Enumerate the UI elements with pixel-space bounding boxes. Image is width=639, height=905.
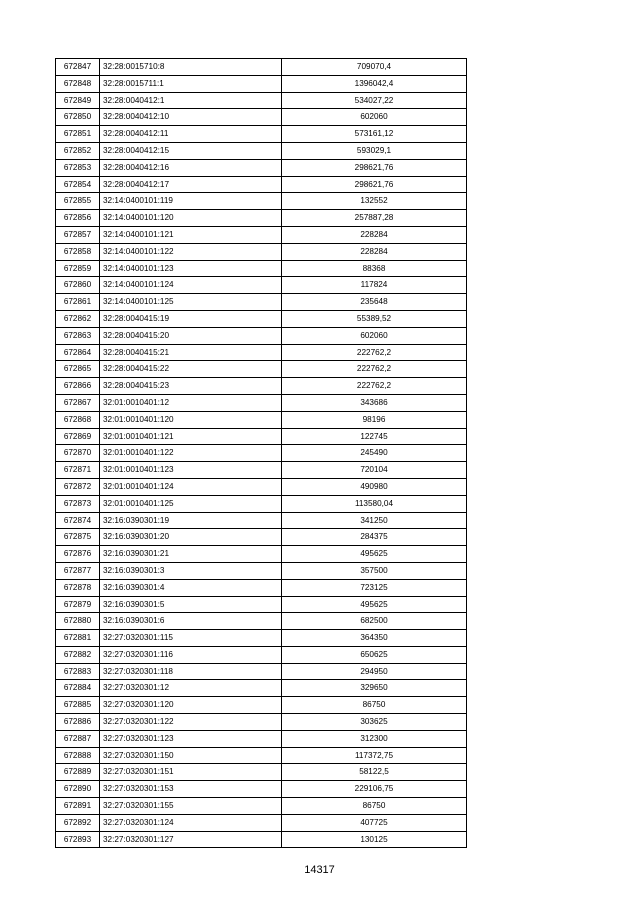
cadastral-number-cell: 32:27:0320301:150 <box>100 747 282 764</box>
value-cell: 490980 <box>282 478 467 495</box>
cadastral-number-cell: 32:01:0010401:121 <box>100 428 282 445</box>
table-row <box>56 646 467 663</box>
value-cell: 284375 <box>282 529 467 546</box>
table-row <box>56 445 467 462</box>
table-row <box>56 714 467 731</box>
cadastral-number-cell: 32:27:0320301:155 <box>100 798 282 815</box>
cadastral-number-cell: 32:01:0010401:12 <box>100 394 282 411</box>
value-cell: 495625 <box>282 596 467 613</box>
value-cell: 534027,22 <box>282 92 467 109</box>
cadastral-number-cell: 32:28:0040412:16 <box>100 159 282 176</box>
value-cell: 329650 <box>282 680 467 697</box>
table-row <box>56 747 467 764</box>
row-id-cell: 672856 <box>56 210 100 227</box>
row-id-cell: 672875 <box>56 529 100 546</box>
table-row <box>56 630 467 647</box>
row-id-cell: 672867 <box>56 394 100 411</box>
value-cell: 343686 <box>282 394 467 411</box>
table-row <box>56 579 467 596</box>
cadastral-number-cell: 32:14:0400101:121 <box>100 226 282 243</box>
value-cell: 132552 <box>282 193 467 210</box>
page-number: 14317 <box>304 864 335 876</box>
value-cell: 1396042,4 <box>282 75 467 92</box>
row-id-cell: 672888 <box>56 747 100 764</box>
cadastral-number-cell: 32:14:0400101:124 <box>100 277 282 294</box>
row-id-cell: 672889 <box>56 764 100 781</box>
row-id-cell: 672860 <box>56 277 100 294</box>
cadastral-number-cell: 32:01:0010401:125 <box>100 495 282 512</box>
cadastral-number-cell: 32:28:0040412:10 <box>100 109 282 126</box>
value-cell: 122745 <box>282 428 467 445</box>
value-cell: 245490 <box>282 445 467 462</box>
row-id-cell: 672881 <box>56 630 100 647</box>
row-id-cell: 672852 <box>56 142 100 159</box>
table-row <box>56 59 467 76</box>
cadastral-number-cell: 32:16:0390301:5 <box>100 596 282 613</box>
row-id-cell: 672865 <box>56 361 100 378</box>
value-cell: 88368 <box>282 260 467 277</box>
value-cell: 117372,75 <box>282 747 467 764</box>
table-row <box>56 327 467 344</box>
row-id-cell: 672850 <box>56 109 100 126</box>
cadastral-number-cell: 32:28:0015711:1 <box>100 75 282 92</box>
row-id-cell: 672855 <box>56 193 100 210</box>
table-row <box>56 260 467 277</box>
cadastral-number-cell: 32:28:0040412:1 <box>100 92 282 109</box>
cadastral-number-cell: 32:16:0390301:3 <box>100 562 282 579</box>
value-cell: 229106,75 <box>282 781 467 798</box>
row-id-cell: 672878 <box>56 579 100 596</box>
cadastral-number-cell: 32:27:0320301:116 <box>100 646 282 663</box>
value-cell: 650625 <box>282 646 467 663</box>
table-row <box>56 462 467 479</box>
row-id-cell: 672870 <box>56 445 100 462</box>
value-cell: 407725 <box>282 814 467 831</box>
row-id-cell: 672873 <box>56 495 100 512</box>
cadastral-number-cell: 32:28:0040415:21 <box>100 344 282 361</box>
cadastral-number-cell: 32:28:0015710:8 <box>100 59 282 76</box>
value-cell: 495625 <box>282 546 467 563</box>
value-cell: 593029,1 <box>282 142 467 159</box>
table-row <box>56 411 467 428</box>
row-id-cell: 672858 <box>56 243 100 260</box>
row-id-cell: 672890 <box>56 781 100 798</box>
table-row <box>56 562 467 579</box>
table-row <box>56 697 467 714</box>
row-id-cell: 672864 <box>56 344 100 361</box>
table-row <box>56 243 467 260</box>
row-id-cell: 672883 <box>56 663 100 680</box>
value-cell: 573161,12 <box>282 126 467 143</box>
cadastral-number-cell: 32:14:0400101:123 <box>100 260 282 277</box>
value-cell: 113580,04 <box>282 495 467 512</box>
cadastral-number-cell: 32:28:0040412:11 <box>100 126 282 143</box>
table-row <box>56 277 467 294</box>
cadastral-number-cell: 32:28:0040415:23 <box>100 378 282 395</box>
table-row <box>56 613 467 630</box>
cadastral-number-cell: 32:27:0320301:12 <box>100 680 282 697</box>
value-cell: 357500 <box>282 562 467 579</box>
row-id-cell: 672848 <box>56 75 100 92</box>
table-row <box>56 764 467 781</box>
cadastral-number-cell: 32:14:0400101:119 <box>100 193 282 210</box>
cadastral-number-cell: 32:16:0390301:20 <box>100 529 282 546</box>
value-cell: 312300 <box>282 730 467 747</box>
value-cell: 298621,76 <box>282 159 467 176</box>
table-row <box>56 92 467 109</box>
cadastral-number-cell: 32:27:0320301:122 <box>100 714 282 731</box>
row-id-cell: 672877 <box>56 562 100 579</box>
row-id-cell: 672862 <box>56 310 100 327</box>
row-id-cell: 672884 <box>56 680 100 697</box>
cadastral-number-cell: 32:28:0040415:19 <box>100 310 282 327</box>
cadastral-number-cell: 32:28:0040415:22 <box>100 361 282 378</box>
table-row <box>56 596 467 613</box>
cadastral-number-cell: 32:27:0320301:118 <box>100 663 282 680</box>
row-id-cell: 672893 <box>56 831 100 848</box>
row-id-cell: 672872 <box>56 478 100 495</box>
value-cell: 682500 <box>282 613 467 630</box>
value-cell: 298621,76 <box>282 176 467 193</box>
row-id-cell: 672886 <box>56 714 100 731</box>
value-cell: 55389,52 <box>282 310 467 327</box>
table-row <box>56 529 467 546</box>
row-id-cell: 672871 <box>56 462 100 479</box>
row-id-cell: 672861 <box>56 294 100 311</box>
row-id-cell: 672849 <box>56 92 100 109</box>
row-id-cell: 672874 <box>56 512 100 529</box>
value-cell: 709070,4 <box>282 59 467 76</box>
value-cell: 228284 <box>282 243 467 260</box>
row-id-cell: 672868 <box>56 411 100 428</box>
value-cell: 98196 <box>282 411 467 428</box>
table-row <box>56 210 467 227</box>
table-row <box>56 730 467 747</box>
value-cell: 130125 <box>282 831 467 848</box>
table-row <box>56 546 467 563</box>
table-row <box>56 310 467 327</box>
cadastral-number-cell: 32:01:0010401:122 <box>100 445 282 462</box>
table-row <box>56 294 467 311</box>
table-row <box>56 781 467 798</box>
table-row <box>56 798 467 815</box>
cadastral-number-cell: 32:01:0010401:120 <box>100 411 282 428</box>
row-id-cell: 672863 <box>56 327 100 344</box>
table-row <box>56 193 467 210</box>
table-row <box>56 75 467 92</box>
value-cell: 117824 <box>282 277 467 294</box>
table-row <box>56 142 467 159</box>
value-cell: 602060 <box>282 327 467 344</box>
table-row <box>56 126 467 143</box>
table-row <box>56 109 467 126</box>
value-cell: 602060 <box>282 109 467 126</box>
value-cell: 294950 <box>282 663 467 680</box>
table-row <box>56 378 467 395</box>
row-id-cell: 672887 <box>56 730 100 747</box>
cadastral-number-cell: 32:16:0390301:4 <box>100 579 282 596</box>
value-cell: 222762,2 <box>282 344 467 361</box>
cadastral-number-cell: 32:27:0320301:151 <box>100 764 282 781</box>
value-cell: 235648 <box>282 294 467 311</box>
row-id-cell: 672853 <box>56 159 100 176</box>
cadastral-number-cell: 32:01:0010401:123 <box>100 462 282 479</box>
row-id-cell: 672876 <box>56 546 100 563</box>
cadastral-number-cell: 32:27:0320301:120 <box>100 697 282 714</box>
cadastral-number-cell: 32:16:0390301:19 <box>100 512 282 529</box>
row-id-cell: 672847 <box>56 59 100 76</box>
row-id-cell: 672869 <box>56 428 100 445</box>
value-cell: 228284 <box>282 226 467 243</box>
table-row <box>56 512 467 529</box>
row-id-cell: 672857 <box>56 226 100 243</box>
cadastral-number-cell: 32:27:0320301:153 <box>100 781 282 798</box>
row-id-cell: 672882 <box>56 646 100 663</box>
value-cell: 341250 <box>282 512 467 529</box>
cadastral-number-cell: 32:28:0040412:15 <box>100 142 282 159</box>
cadastral-number-cell: 32:27:0320301:115 <box>100 630 282 647</box>
table-row <box>56 814 467 831</box>
value-cell: 723125 <box>282 579 467 596</box>
row-id-cell: 672885 <box>56 697 100 714</box>
cadastral-number-cell: 32:14:0400101:125 <box>100 294 282 311</box>
cadastral-number-cell: 32:27:0320301:123 <box>100 730 282 747</box>
table-row <box>56 428 467 445</box>
value-cell: 222762,2 <box>282 378 467 395</box>
row-id-cell: 672866 <box>56 378 100 395</box>
table-row <box>56 394 467 411</box>
value-cell: 257887,28 <box>282 210 467 227</box>
cadastral-number-cell: 32:14:0400101:122 <box>100 243 282 260</box>
value-cell: 303625 <box>282 714 467 731</box>
table-row <box>56 159 467 176</box>
table-row <box>56 344 467 361</box>
row-id-cell: 672880 <box>56 613 100 630</box>
table-row <box>56 361 467 378</box>
cadastral-number-cell: 32:27:0320301:127 <box>100 831 282 848</box>
cadastral-number-cell: 32:16:0390301:21 <box>100 546 282 563</box>
row-id-cell: 672879 <box>56 596 100 613</box>
cadastral-number-cell: 32:27:0320301:124 <box>100 814 282 831</box>
value-cell: 86750 <box>282 697 467 714</box>
table-row <box>56 226 467 243</box>
value-cell: 364350 <box>282 630 467 647</box>
data-table <box>55 58 467 848</box>
cadastral-number-cell: 32:28:0040415:20 <box>100 327 282 344</box>
row-id-cell: 672854 <box>56 176 100 193</box>
table-row <box>56 478 467 495</box>
value-cell: 58122,5 <box>282 764 467 781</box>
value-cell: 720104 <box>282 462 467 479</box>
table-row <box>56 663 467 680</box>
table-row <box>56 680 467 697</box>
table-row <box>56 831 467 848</box>
row-id-cell: 672891 <box>56 798 100 815</box>
table-row <box>56 495 467 512</box>
cadastral-number-cell: 32:28:0040412:17 <box>100 176 282 193</box>
cadastral-number-cell: 32:16:0390301:6 <box>100 613 282 630</box>
value-cell: 86750 <box>282 798 467 815</box>
row-id-cell: 672851 <box>56 126 100 143</box>
value-cell: 222762,2 <box>282 361 467 378</box>
table-body <box>56 59 467 848</box>
cadastral-number-cell: 32:14:0400101:120 <box>100 210 282 227</box>
row-id-cell: 672892 <box>56 814 100 831</box>
row-id-cell: 672859 <box>56 260 100 277</box>
table-row <box>56 176 467 193</box>
cadastral-number-cell: 32:01:0010401:124 <box>100 478 282 495</box>
